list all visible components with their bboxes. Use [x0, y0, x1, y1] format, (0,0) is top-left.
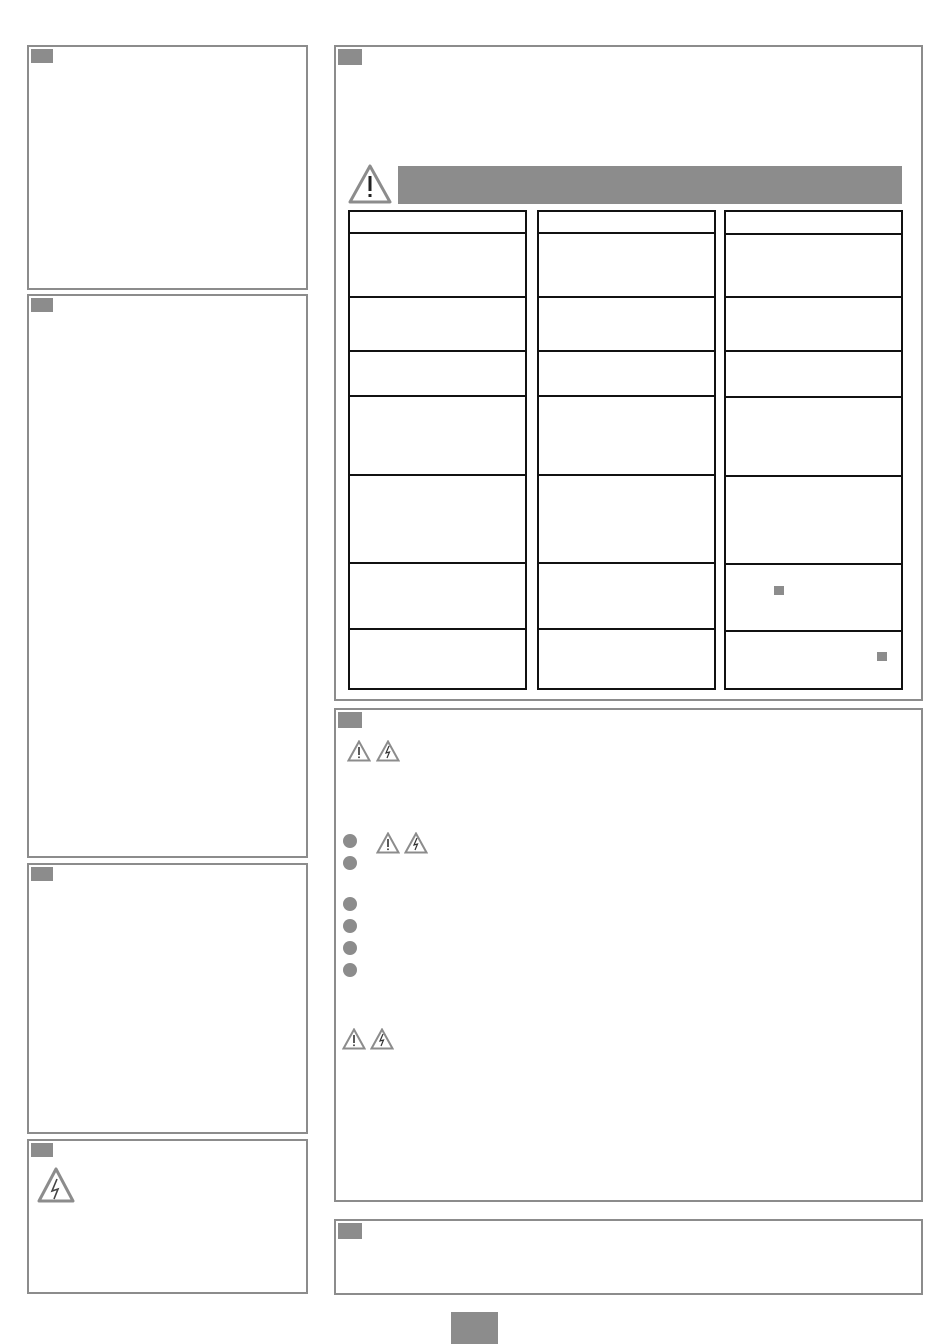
bullet-dot [343, 963, 357, 977]
section-tag [338, 712, 362, 728]
right-section-safety [334, 708, 923, 1202]
page-number-tab [451, 1312, 498, 1344]
warning-triangle-icon [376, 832, 400, 854]
left-section-1 [27, 45, 308, 290]
bullet-dot [343, 856, 357, 870]
table-column-2 [537, 210, 716, 690]
right-section-bottom [334, 1219, 923, 1295]
table-marker [877, 652, 887, 661]
electrical-hazard-icon [376, 740, 400, 762]
table-marker [774, 586, 784, 595]
warning-banner [398, 166, 902, 204]
section-tag [338, 49, 362, 65]
left-section-4 [27, 1139, 308, 1294]
table-column-3 [724, 210, 903, 690]
left-section-2 [27, 294, 308, 858]
section-tag [338, 1223, 362, 1239]
bullet-dot [343, 897, 357, 911]
section-tag [31, 298, 53, 312]
bullet-dot [343, 919, 357, 933]
section-tag [31, 49, 53, 63]
section-tag [31, 1143, 53, 1157]
bullet-dot [343, 941, 357, 955]
electrical-hazard-icon [37, 1167, 75, 1203]
warning-triangle-icon [348, 164, 392, 204]
warning-triangle-icon [342, 1028, 366, 1050]
electrical-hazard-icon [404, 832, 428, 854]
bullet-dot [343, 834, 357, 848]
warning-triangle-icon [347, 740, 371, 762]
left-section-3 [27, 863, 308, 1134]
section-tag [31, 867, 53, 881]
table-column-1 [348, 210, 527, 690]
electrical-hazard-icon [370, 1028, 394, 1050]
